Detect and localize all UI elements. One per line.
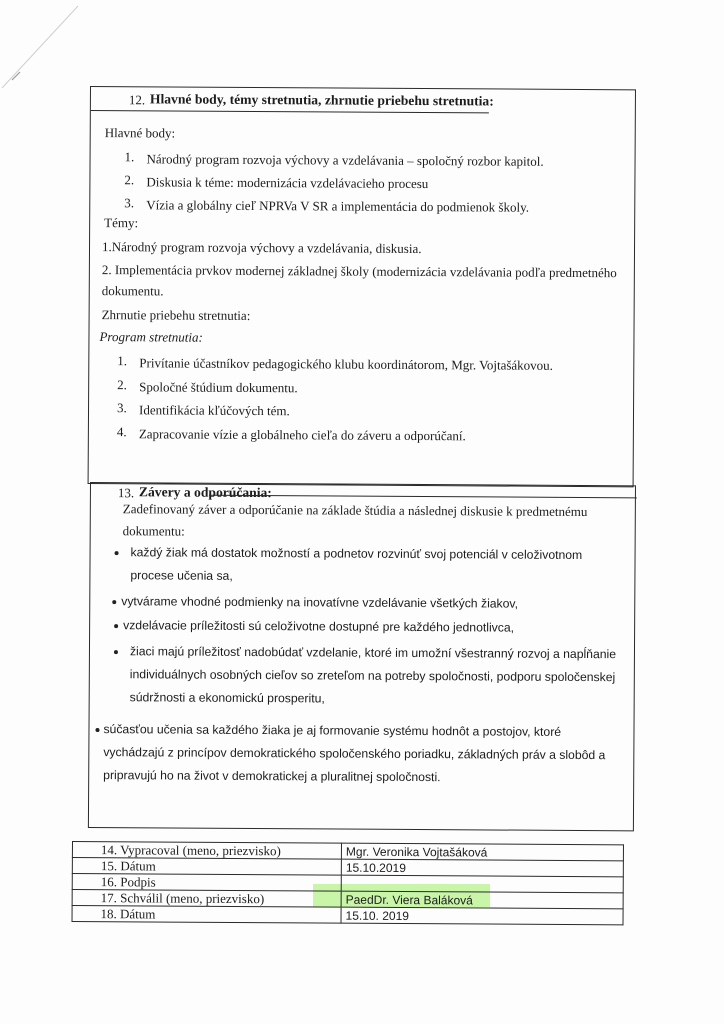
heading-underline [91,110,489,113]
conclusion-item: každý žiak má dostatok možností a podnetov rozvinúť svoj potenciál v celoživotnom [130,545,583,563]
program-item-number: 2. [117,377,127,393]
program-label: Program stretnutia: [99,329,203,345]
section-12-heading: Hlavné body, témy stretnutia, zhrnutie priebehu stretnutia: [149,91,494,109]
topic-item-continued: dokumentu. [101,283,164,299]
scan-fold-mark [0,0,110,90]
signature-label: 14. Vypracoval (meno, priezvisko) [72,842,341,860]
program-item-text: Zapracovanie vízie a globálneho cieľa do záveru a odporúčaní. [138,426,466,444]
main-points-label: Hlavné body: [104,125,176,141]
signature-label: 18. Dátum [72,906,341,924]
summary-label: Zhrnutie priebehu stretnutia: [101,307,251,323]
bullet-dot [95,728,99,732]
signature-label: 15. Dátum [72,858,341,876]
section-12-box [88,86,636,487]
bullet-dot [114,624,118,628]
conclusion-item-continued: individuálnych osobných cieľov so zreteľom na potreby spoločnosti, podporu spoločenskej [129,667,616,685]
conclusion-item-continued: vychádzajú z princípov demokratického spoločenského poriadku, základných práv a slobôd a [103,745,606,763]
section-12-number: 12. [128,92,146,108]
table-row [72,906,623,925]
main-point-text: Vízia a globálny cieľ NPRVa V SR a implementácia do podmienok školy. [146,197,530,215]
bullet-dot [112,600,116,604]
signature-table [72,841,624,925]
main-point-text: Diskusia k téme: modernizácia vzdelávacieho procesu [146,174,429,192]
program-item-number: 4. [116,424,127,440]
signature-value [341,875,623,893]
section-13-number: 13. [117,485,135,501]
conclusion-item: vytvárame vhodné podmienky na inovatívne vzdelávanie všetkých žiakov, [121,594,519,611]
program-item-number: 1. [117,353,128,369]
main-point-number: 2. [124,172,135,188]
main-point-text: Národný program rozvoja výchovy a vzdelávania – spoločný rozbor kapitol. [146,151,544,169]
main-point-number: 1. [124,149,135,165]
bullet-dot [115,551,119,555]
conclusions-intro-continued: dokumentu: [122,523,185,539]
signature-value: PaedDr. Viera Baláková [341,891,623,909]
program-item-text: Spoločné štúdium dokumentu. [139,379,298,396]
section-13-heading: Závery a odporúčania: [138,484,272,501]
conclusion-item: súčasťou učenia sa každého žiaka je aj formovanie systému hodnôt a postojov, ktoré [103,722,562,739]
conclusion-item-continued: súdržnosti a ekonomickú prosperitu, [129,690,325,706]
conclusion-item: vzdelávacie príležitosti sú celoživotne dostupné pre každého jednotlivca, [123,618,515,635]
conclusion-item: žiaci majú príležitosť nadobúdať vzdelanie, ktoré im umožní všestranný rozvoj a napĺňanie [129,644,617,662]
heading-rule [209,495,637,499]
conclusions-intro: Zadefinovaný záver a odporúčanie na základe štúdia a následnej diskusie k predmetnému [122,501,588,520]
main-point-number: 3. [124,195,135,211]
section-13-box [88,482,636,831]
program-item-text: Identifikácia kľúčových tém. [138,402,290,419]
program-item-number: 3. [116,400,127,416]
topic-item: 1.Národný program rozvoja výchovy a vzdelávania, diskusia. [101,239,422,257]
signature-value: 15.10.2019 [341,859,623,877]
program-item-text: Privítanie účastníkov pedagogického klubu koordinátorom, Mgr. Vojtašákovou. [139,355,554,373]
signature-label: 16. Podpis [72,874,341,892]
conclusion-item-continued: pripravujú ho na život v demokratickej a pluralitnej spoločnosti. [103,768,441,785]
signature-label: 17. Schválil (meno, priezvisko) [72,890,341,908]
conclusion-item-continued: procese učenia sa, [130,568,233,583]
topic-item: 2. Implementácia prvkov modernej základnej školy (modernizácia vzdelávania podľa predmetného [101,262,617,281]
bullet-dot [114,650,118,654]
signature-value: Mgr. Veronika Vojtašáková [341,843,623,861]
signature-value: 15.10. 2019 [341,907,623,925]
topics-label: Témy: [104,215,139,231]
